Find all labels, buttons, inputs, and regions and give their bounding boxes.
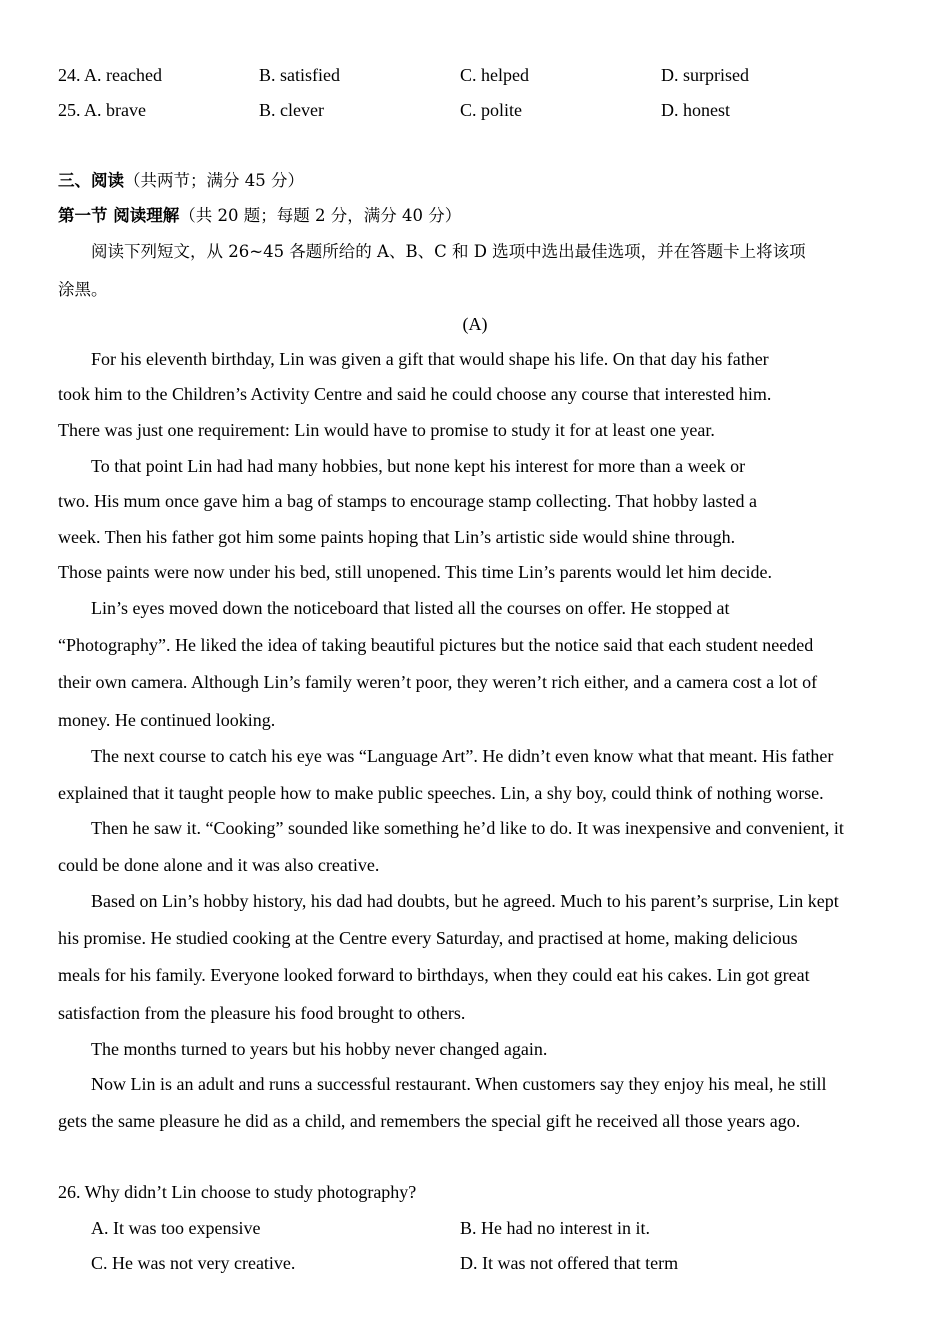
q24-option-b: B. satisfied [259,65,340,85]
q26-option-d: D. It was not offered that term [460,1253,679,1273]
q25-option-a: 25. A. brave [58,100,146,120]
q24-option-d: D. surprised [661,65,749,85]
instruction-line-1: 阅读下列短文，从 26~45 各题所给的 A、B、C 和 D 选项中选出最佳选项，并在答题卡上将该项 [91,242,806,261]
passage-line: Then he saw it. “Cooking” sounded like something he’d like to do. It was inexpensive and convenient, it [91,818,844,838]
passage-line: The next course to catch his eye was “Language Art”. He didn’t even know what that meant. His father [91,746,834,766]
q26-option-b: B. He had no interest in it. [460,1218,650,1238]
q26-option-a: A. It was too expensive [91,1218,261,1238]
passage-line: two. His mum once gave him a bag of stamps to encourage stamp collecting. That hobby lasted a [58,491,757,511]
q25-option-b: B. clever [259,100,324,120]
passage-label: (A) [462,314,488,334]
passage-line: meals for his family. Everyone looked forward to birthdays, when they could eat his cakes. Lin got great [58,965,810,985]
part-heading [58,205,461,227]
q26-option-c: C. He was not very creative. [91,1253,296,1273]
question-24-options [58,64,878,86]
passage-line: gets the same pleasure he did as a child, and remembers the special gift he received all those years ago. [58,1111,801,1131]
passage-line: week. Then his father got him some paints hoping that Lin’s artistic side would shine through. [58,527,736,547]
passage-line: money. He continued looking. [58,710,276,730]
passage-line: For his eleventh birthday, Lin was given a gift that would shape his life. On that day his father [91,349,769,369]
section-heading [58,170,304,192]
q24-option-a: 24. A. reached [58,65,162,85]
section-title: 三、阅读 [58,171,124,190]
passage-line: their own camera. Although Lin’s family weren’t poor, they weren’t rich either, and a camera cost a lot of [58,672,818,692]
passage-line: “Photography”. He liked the idea of taking beautiful pictures but the notice said that each student needed [58,635,814,655]
section-title-note: （共两节；满分 45 分） [124,171,304,190]
question-25-options [58,99,878,121]
passage-line: took him to the Children’s Activity Centre and said he could choose any course that interested him. [58,384,772,404]
passage-line: Based on Lin’s hobby history, his dad had doubts, but he agreed. Much to his parent’s surprise, Lin kept [91,891,839,911]
q25-option-c: C. polite [460,100,522,120]
passage-line: Those paints were now under his bed, still unopened. This time Lin’s parents would let him decide. [58,562,773,582]
passage-line: his promise. He studied cooking at the Centre every Saturday, and practised at home, making delicious [58,928,798,948]
q25-option-d: D. honest [661,100,730,120]
question-26-stem: 26. Why didn’t Lin choose to study photography? [58,1182,417,1202]
passage-line: satisfaction from the pleasure his food brought to others. [58,1003,466,1023]
part-title: 第一节 阅读理解 [58,206,180,225]
passage-line: To that point Lin had had many hobbies, but none kept his interest for more than a week or [91,456,746,476]
passage-line: There was just one requirement: Lin would have to promise to study it for at least one year. [58,420,715,440]
passage-line: explained that it taught people how to make public speeches. Lin, a shy boy, could think of nothing worse. [58,783,824,803]
passage-line: Now Lin is an adult and runs a successful restaurant. When customers say they enjoy his meal, he still [91,1074,827,1094]
passage-line: The months turned to years but his hobby never changed again. [91,1039,548,1059]
instruction-line-2: 涂黑。 [58,280,108,299]
part-title-note: （共 20 题；每题 2 分，满分 40 分） [179,206,462,225]
q24-option-c: C. helped [460,65,529,85]
passage-line: Lin’s eyes moved down the noticeboard that listed all the courses on offer. He stopped at [91,598,730,618]
passage-line: could be done alone and it was also creative. [58,855,380,875]
